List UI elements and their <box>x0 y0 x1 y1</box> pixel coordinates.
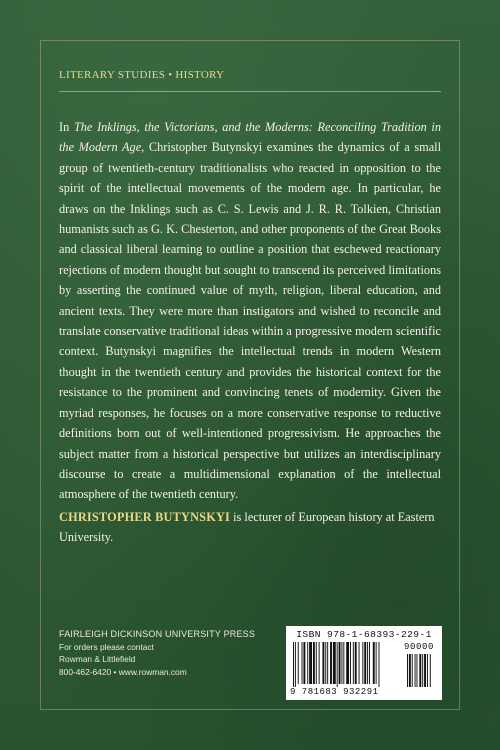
category-label: LITERARY STUDIES • HISTORY <box>59 69 225 81</box>
blurb-intro: In <box>59 120 74 134</box>
distributor-contact: 800-462-6420 • www.rowman.com <box>59 666 187 677</box>
price-code: 90000 <box>404 642 435 652</box>
publisher-info <box>59 628 279 678</box>
author-bio-text: is lecturer of European history at Eastern University. <box>59 510 435 545</box>
category-divider <box>59 91 441 92</box>
barcode-digits: 9 781683 932291 <box>290 687 379 697</box>
isbn-barcode <box>286 626 442 700</box>
publisher-name: FAIRLEIGH DICKINSON UNIVERSITY PRESS <box>59 629 256 639</box>
author-bio <box>59 507 441 548</box>
author-name: CHRISTOPHER BUTYNSKYI <box>59 510 231 524</box>
blurb-body: , Christopher Butynskyi examines the dynamics of a small group of twentieth-century traditionalists who reacted in opposition to the spirit of the intellectual movements of the modern age. In particular, he draws on the Inklings such as C. S. Lewis and J. R. R. Tolkien, Christian humanists such as G. K. Chesterton, and other proponents of the Great Books and classical liberal learning to outline a position that eschewed reactionary rejections of modern thought but sought to transcend its perceived limitations by asserting the continued value of myth, religion, liberal education, and ancient texts. They were more than instigators and wished to reconcile and translate conservative traditional ideas within a progressive modern scientific context. Butynskyi magnifies the intellectual trends in modern Western thought in the twentieth century and provides the historical context for the resistance to the prominent and convincing tenets of modernity. Given the myriad responses, he focuses on a more conservative response to reductive definitions born out of well-intentioned progressivism. He approaches the subject matter from a historical perspective but utilizes an interdisciplinary discourse to create a multidimensional explanation of the intellectual atmosphere of the twentieth century. <box>59 140 441 502</box>
distributor-name: Rowman & Littlefield <box>59 654 136 665</box>
orders-note: For orders please contact <box>59 641 154 652</box>
isbn-label: ISBN 978-1-68393-229-1 <box>296 629 432 640</box>
book-title: The Inklings, the Victorians, and the Moderns: Reconciling Tradition in the Modern Age <box>59 120 441 155</box>
book-description <box>59 117 441 505</box>
